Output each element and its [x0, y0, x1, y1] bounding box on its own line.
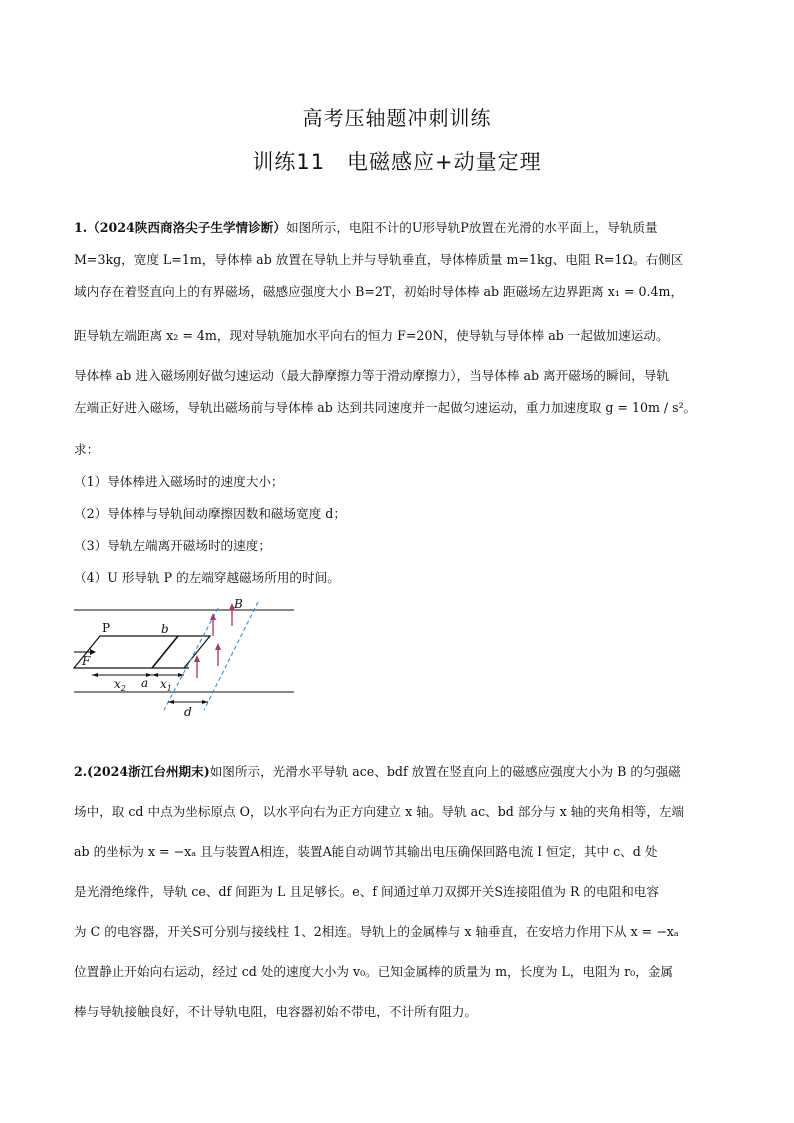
page-subtitle: 训练11 电磁感应+动量定理 [252, 150, 542, 174]
label-x1: $x_1$ [160, 677, 172, 693]
problem2-line5: 为 C 的电容器，开关S可分别与接线柱 1、2相连。导轨上的金属棒与 x 轴垂直，在安培力作用下从 x = −xₐ [74, 924, 679, 939]
question-1: （1）导体棒进入磁场时的速度大小； [74, 474, 284, 489]
question-2: （2）导体棒与导轨间动摩擦因数和磁场宽度 d； [74, 506, 346, 521]
question-3: （3）导轨左端离开磁场时的速度； [74, 538, 271, 553]
label-d: d [184, 705, 192, 719]
problem2-number: 2. [74, 764, 88, 779]
label-F: F [82, 654, 91, 668]
problem1-source: （2024陕西商洛尖子生学情诊断） [87, 220, 286, 235]
conductor-rod-ab [152, 636, 178, 668]
question-4: （4）U 形导轨 P 的左端穿越磁场所用的时间。 [74, 570, 340, 585]
problem1-line1 [74, 218, 734, 238]
page-title: 高考压轴题冲刺训练 [302, 106, 492, 130]
problem2-line6: 位置静止开始向右运动，经过 cd 处的速度大小为 v₀。已知金属棒的质量为 m，长度为 L，电阻为 r₀，金属 [74, 964, 674, 979]
label-a: a [141, 676, 149, 690]
problem2-line7: 棒与导轨接触良好，不计导轨电阻，电容器初始不带电，不计所有阻力。 [74, 1004, 477, 1019]
problem1-line5: 导体棒 ab 进入磁场刚好做匀速运动（最大静摩擦力等于滑动摩擦力），当导体棒 ab 离开磁场的瞬间，导轨 [74, 368, 669, 383]
problem2-line1 [74, 762, 734, 782]
force-arrowhead [90, 649, 96, 655]
label-P: P [102, 621, 111, 635]
problem1-line1-text: 如图所示，电阻不计的U形导轨P放置在光滑的水平面上，导轨质量 [285, 220, 658, 235]
problem2-line4: 是光滑绝缘件，导轨 ce、df 间距为 L 且足够长。e、f 间通过单刀双掷开关S连接阻值为 R 的电阻和电容 [74, 884, 659, 899]
field-left-boundary [164, 608, 218, 710]
problem1-line2: M=3kg，宽度 L=1m，导体棒 ab 放置在导轨上并与导轨垂直，导体棒质量 m=1kg、电阻 R=1Ω。右侧区 [74, 252, 684, 267]
problem2-source: (2024浙江台州期末) [87, 764, 210, 779]
label-B: B [234, 597, 243, 611]
problem1-line7: 求： [74, 442, 100, 457]
problem2-line3: ab 的坐标为 x = −xₐ 且与装置A相连，装置A能自动调节其输出电压确保回路电流 I 恒定，其中 c、d 处 [74, 844, 658, 859]
label-x2: $x_2$ [114, 677, 126, 693]
problem1-line6: 左端正好进入磁场，导轨出磁场前与导体棒 ab 达到共同速度并一起做匀速运动，重力加速度取 g = 10m / s²。 [74, 400, 697, 415]
problem1-number: 1. [74, 220, 88, 235]
rail-magnetic-field-figure [72, 592, 312, 722]
label-b: b [161, 622, 169, 636]
problem2-line1-text: 如图所示，光滑水平导轨 ace、bdf 放置在竖直向上的磁感应强度大小为 B 的匀强磁 [209, 764, 681, 779]
problem1-line4: 距导轨左端距离 x₂ = 4m，现对导轨施加水平向右的恒力 F=20N，使导轨与导体棒 ab 一起做加速运动。 [74, 328, 669, 343]
problem1-line3: 域内存在着竖直向上的有界磁场，磁感应强度大小 B=2T，初始时导体棒 ab 距磁场左边界距离 x₁ = 0.4m， [74, 284, 684, 299]
problem2-line2: 场中，取 cd 中点为坐标原点 O，以水平向右为正方向建立 x 轴。导轨 ac、bd 部分与 x 轴的夹角相等，左端 [74, 804, 685, 819]
